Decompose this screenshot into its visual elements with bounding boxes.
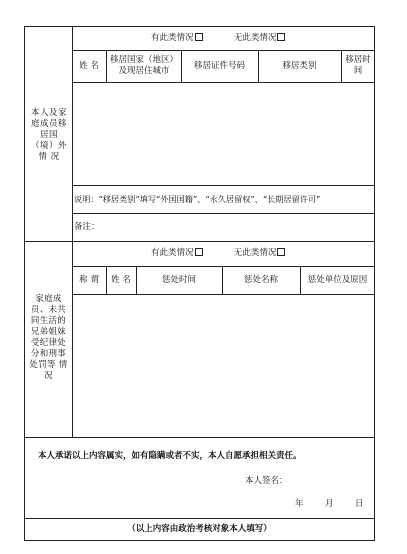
signature-label: 本人签名： xyxy=(245,476,288,486)
section2-option-no-checkbox[interactable] xyxy=(277,248,285,256)
section2-option-yes-checkbox[interactable] xyxy=(195,248,203,256)
section2-header-penalty-name: 惩处名称 xyxy=(243,275,278,285)
section1-remark-label: 备注： xyxy=(74,222,100,232)
section1-header-document-number: 移居证件号码 xyxy=(193,61,245,71)
section1-header-time: 移居时间 xyxy=(345,55,371,76)
section1-option-yes-label: 有此类情况 xyxy=(151,33,194,43)
section2-side-label: 家庭成员、未共同生活的兄弟姐妹受纪律处分和刑事处罚等 情 况 xyxy=(29,294,68,381)
section1-option-yes-checkbox[interactable] xyxy=(195,33,203,41)
section2-option-yes-label: 有此类情况 xyxy=(151,248,194,258)
section1-option-no-label: 无此类情况 xyxy=(233,33,277,43)
date-year-label: 年 xyxy=(295,499,304,509)
section2-header-name: 姓 名 xyxy=(111,275,131,285)
section1-side-label: 本人及家庭成员移居国（境）外 情 况 xyxy=(30,108,67,162)
section2-header-penalty-unit-reason: 惩处单位及原因 xyxy=(307,275,368,285)
section2-header-relation: 称 谓 xyxy=(79,275,99,285)
pledge-statement: 本人承诺以上内容属实，如有隐瞒或者不实，本人自愿承担相关责任。 xyxy=(38,451,302,461)
date-month-label: 月 xyxy=(325,499,334,509)
section1-options xyxy=(151,33,285,44)
section1-header-category: 移居类别 xyxy=(282,61,317,71)
declaration-form xyxy=(24,26,375,541)
section2-option-no-label: 无此类情况 xyxy=(233,248,277,258)
section1-note: 说明：“移居类别”填写“外国国籍”、“永久居留权”、“长期居留许可” xyxy=(74,194,321,204)
form-footer-note: （以上内容由政治考核对象本人填写） xyxy=(127,524,272,534)
date-day-label: 日 xyxy=(355,499,364,509)
section2-header-penalty-time: 惩处时间 xyxy=(161,275,196,285)
section1-option-no-checkbox[interactable] xyxy=(277,33,285,41)
section1-header-name: 姓 名 xyxy=(79,61,99,71)
section1-header-country-city: 移居国家（地区）及现居住城市 xyxy=(109,55,178,76)
section2-options xyxy=(151,248,285,259)
